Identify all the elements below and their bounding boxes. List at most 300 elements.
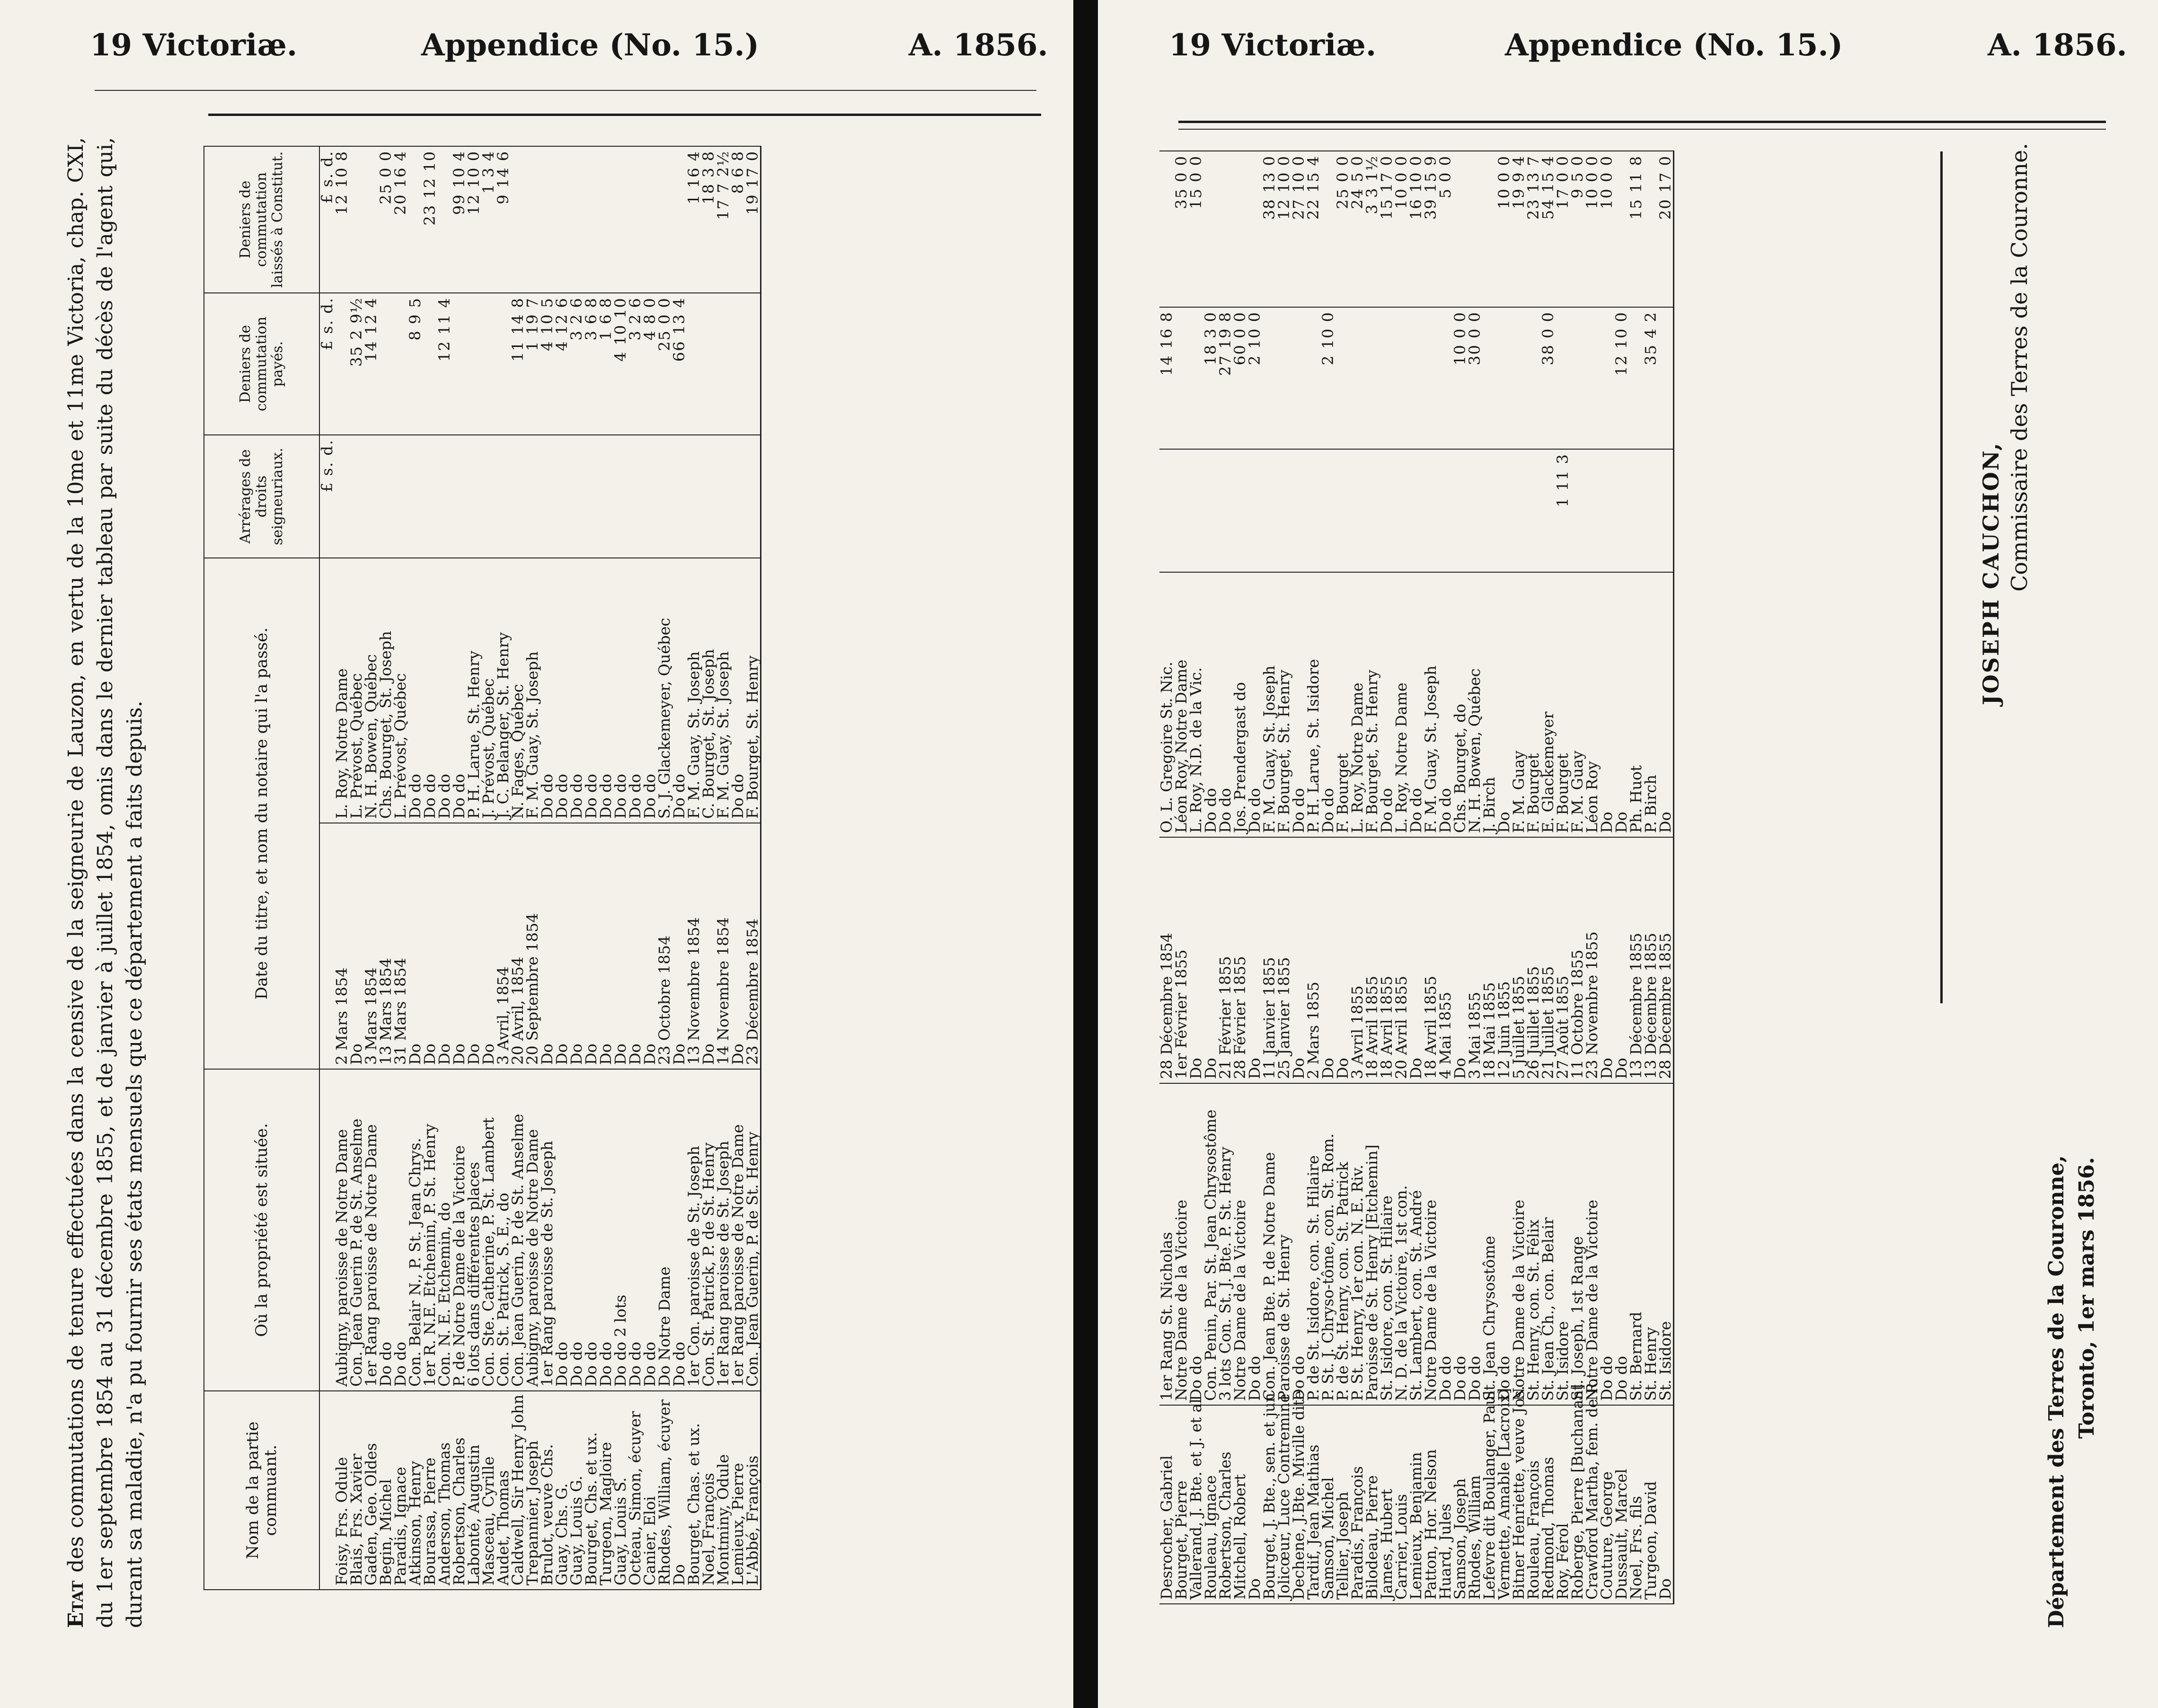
cell-location: P. St. Henry, 1er con. N. E. Riv. xyxy=(1350,1083,1365,1405)
cell-left-constitut: 23 12 10 xyxy=(423,146,437,293)
cell-arrears xyxy=(540,435,555,558)
cell-name: L'Abbé, François xyxy=(745,1391,761,1590)
right-rotated-table xyxy=(1159,137,1926,1604)
cell-name: Noel, Frs. fils xyxy=(1629,1405,1644,1604)
cell-location: Con. St. Patrick, S. E., do xyxy=(496,1069,511,1391)
cell-date: Do xyxy=(584,823,599,1069)
cell-arrears xyxy=(1409,449,1424,572)
cell-arrears xyxy=(1585,449,1600,572)
cell-date: Do xyxy=(408,823,423,1069)
cell-name: Bitner Henriette, veuve Jos. xyxy=(1512,1405,1526,1604)
cell-notary: S. J. Glackemeyer, Québec xyxy=(657,558,672,823)
cell-arrears xyxy=(1159,449,1174,572)
cell-paid: 27 19 8 xyxy=(1218,307,1233,449)
cell-date: 28 Décembre 1855 xyxy=(1658,837,1674,1083)
cell-date: 26 Juillet 1855 xyxy=(1526,837,1541,1083)
cell-notary: Do do xyxy=(584,558,599,823)
right-header-rule xyxy=(1178,121,2106,123)
cell-left-constitut: 27 10 0 xyxy=(1291,151,1306,307)
cell-paid: 18 3 0 xyxy=(1203,307,1218,449)
cell-arrears xyxy=(1203,449,1218,572)
col-left-header: Deniers de commutation laissés à Constitut. xyxy=(204,146,319,293)
cell-arrears xyxy=(613,435,628,558)
cell-name: Labonté, Augustin xyxy=(467,1391,481,1590)
cell-notary: L. Roy, Notre Dame xyxy=(1394,572,1409,837)
cell-date: 18 Avril 1855 xyxy=(1380,837,1394,1083)
cell-arrears xyxy=(1424,449,1438,572)
cell-arrears xyxy=(584,435,599,558)
cell-location: Do do xyxy=(1497,1083,1512,1405)
cell-date: 3 Avril 1855 xyxy=(1350,837,1365,1083)
cell-notary: Do do xyxy=(569,558,584,823)
cell-location: Do do xyxy=(643,1069,657,1391)
footer-place-date: Toronto, 1er mars 1856. xyxy=(2075,1157,2099,1439)
cell-paid xyxy=(1556,307,1570,449)
cell-notary: Do xyxy=(1600,572,1614,837)
cell-notary: N. Fages, Québec xyxy=(511,558,525,823)
cell-name: Audet, Thomas xyxy=(496,1391,511,1590)
cell-notary: F. Bourget xyxy=(1526,572,1541,837)
cell-location: Do do xyxy=(1438,1083,1453,1405)
cell-notary: P. H. Larue, St. Isidore xyxy=(1306,572,1321,837)
cell-paid: 4 10 5 xyxy=(540,293,555,435)
cell-location: Con. Ste. Catherine, P. St. Lambert xyxy=(481,1069,496,1391)
cell-paid xyxy=(1497,307,1512,449)
cell-name: Carrier, Louis xyxy=(1394,1405,1409,1604)
cell-notary: Ph. Huot xyxy=(1629,572,1644,837)
cell-location: Do do xyxy=(584,1069,599,1391)
cell-arrears xyxy=(687,435,701,558)
cell-paid: 4 10 10 xyxy=(613,293,628,435)
cell-location: 1er Con. paroisse de St. Joseph xyxy=(687,1069,701,1391)
cell-arrears xyxy=(437,435,452,558)
cell-location: Notre Dame de la Victoire xyxy=(1512,1083,1526,1405)
cell-name: Do xyxy=(1658,1405,1674,1604)
cell-name: Jolicœur, Luce Contremine xyxy=(1277,1405,1291,1604)
cell-paid: 14 16 8 xyxy=(1159,307,1174,449)
cell-notary: J. C. Belanger, St. Henry xyxy=(496,558,511,823)
cell-date: Do xyxy=(1203,837,1218,1083)
cell-name: Noel, François xyxy=(701,1391,716,1590)
cell-notary: Chs. Bourget, do xyxy=(1453,572,1468,837)
cell-notary: Do do xyxy=(555,558,569,823)
cell-location: St. Joseph, 1st Range xyxy=(1570,1083,1585,1405)
cell-name: Rouleau, Ignace xyxy=(1203,1405,1218,1604)
cell-arrears xyxy=(1614,449,1629,572)
cell-location: Do do xyxy=(672,1069,687,1391)
cell-notary: C. Bourget, St. Joseph xyxy=(701,558,716,823)
cell-notary: L. Roy, Notre Dame xyxy=(335,558,349,823)
cell-location: Notre Dame de la Victoire xyxy=(1233,1083,1247,1405)
intro-paragraph xyxy=(62,137,150,1628)
cell-date: Do xyxy=(1321,837,1335,1083)
cell-paid: 60 0 0 xyxy=(1233,307,1247,449)
cell-notary: F. M. Guay, St. Joseph xyxy=(687,558,701,823)
cell-notary: Do do xyxy=(599,558,613,823)
cell-left-constitut: 18 3 8 xyxy=(701,146,716,293)
cell-name: Bourget, J. Bte., sen. et jun xyxy=(1262,1405,1277,1604)
cell-date: 20 Septembre 1854 xyxy=(525,823,540,1069)
cell-arrears xyxy=(599,435,613,558)
cell-name: Bourget, Pierre xyxy=(1174,1405,1189,1604)
cell-paid xyxy=(481,293,496,435)
cell-date: Do xyxy=(437,823,452,1069)
right-header-appendix: Appendice (No. 15.) xyxy=(1505,27,1843,63)
cell-left-constitut: 23 13 7 xyxy=(1526,151,1541,307)
cell-notary: F. M. Guay xyxy=(1570,572,1585,837)
cell-name: Bourget, Chs. et ux. xyxy=(584,1391,599,1590)
cell-paid xyxy=(1512,307,1526,449)
cell-location: Notre Dame de la Victoire xyxy=(1174,1083,1189,1405)
cell-location: Do do xyxy=(555,1069,569,1391)
cell-name: Anderson, Thomas xyxy=(437,1391,452,1590)
cell-notary: L. Prévost, Québec xyxy=(393,558,408,823)
cell-location: Do do xyxy=(1468,1083,1482,1405)
cell-name: Masceau, Cyrille xyxy=(481,1391,496,1590)
units-arrears: £ s. d. xyxy=(319,435,335,558)
cell-arrears xyxy=(1526,449,1541,572)
cell-paid xyxy=(1658,307,1674,449)
cell-location: Con. Jean Guerin, P. de St. Anselme xyxy=(511,1069,525,1391)
cell-left-constitut xyxy=(1453,151,1468,307)
cell-arrears xyxy=(1394,449,1409,572)
cell-date: Do xyxy=(349,823,364,1069)
cell-left-constitut: 10 0 0 xyxy=(1600,151,1614,307)
cell-name: Atkinson, Henry xyxy=(408,1391,423,1590)
cell-location: Do do xyxy=(1600,1083,1614,1405)
cell-left-constitut xyxy=(613,146,628,293)
cell-arrears xyxy=(1277,449,1291,572)
units-paid: £ s. d. xyxy=(319,293,335,435)
left-header-session: 19 Victoriæ. xyxy=(90,27,298,63)
cell-left-constitut xyxy=(643,146,657,293)
units-left: £ s. d. xyxy=(319,146,335,293)
left-page xyxy=(0,0,1073,1708)
cell-name: Rhodes, William, écuyer xyxy=(657,1391,672,1590)
cell-left-constitut: 10 0 0 xyxy=(1497,151,1512,307)
cell-left-constitut: 3 3 1½ xyxy=(1365,151,1380,307)
cell-paid xyxy=(1585,307,1600,449)
cell-left-constitut xyxy=(584,146,599,293)
cell-arrears xyxy=(349,435,364,558)
cell-date: 18 Avril 1855 xyxy=(1424,837,1438,1083)
cell-arrears xyxy=(1247,449,1262,572)
left-rotated-content xyxy=(62,137,1036,1628)
cell-notary: F. M. Guay, St. Joseph xyxy=(1262,572,1277,837)
cell-left-constitut: 20 16 4 xyxy=(393,146,408,293)
cell-left-constitut: 22 15 4 xyxy=(1306,151,1321,307)
cell-arrears xyxy=(1438,449,1453,572)
cell-notary: J. Prévost, Québec xyxy=(481,558,496,823)
right-header-session: 19 Victoriæ. xyxy=(1169,27,1377,63)
cell-date: Do xyxy=(701,823,716,1069)
cell-paid xyxy=(1380,307,1394,449)
cell-name: Tardif, Jean Mathias xyxy=(1306,1405,1321,1604)
cell-notary: F. M. Guay xyxy=(1512,572,1526,837)
cell-arrears xyxy=(1600,449,1614,572)
cell-notary: Do do xyxy=(408,558,423,823)
cell-notary: Do do xyxy=(1247,572,1262,837)
cell-left-constitut: 24 5 0 xyxy=(1350,151,1365,307)
cell-location: Paroisse de St. Henry xyxy=(1277,1083,1291,1405)
cell-arrears xyxy=(1629,449,1644,572)
cell-notary: Do do xyxy=(452,558,467,823)
cell-arrears xyxy=(1306,449,1321,572)
cell-arrears xyxy=(1321,449,1335,572)
cell-left-constitut: 17 7 2½ xyxy=(716,146,731,293)
cell-location: Do do xyxy=(1614,1083,1629,1405)
cell-location: Paroisse de St. Henry [Etchemin] xyxy=(1365,1083,1380,1405)
cell-paid xyxy=(745,293,761,435)
cell-name: Trepannier, Joseph xyxy=(525,1391,540,1590)
cell-location: Con. N. E. Etchemin, do xyxy=(437,1069,452,1391)
cell-location: Do do xyxy=(1291,1083,1306,1405)
cell-name: Blais, Frs. Xavier xyxy=(349,1391,364,1590)
cell-arrears xyxy=(1291,449,1306,572)
cell-notary: N. H. Bowen, Québec xyxy=(364,558,379,823)
cell-arrears xyxy=(1570,449,1585,572)
cell-name: Lemieux, Pierre xyxy=(731,1391,745,1590)
cell-left-constitut xyxy=(657,146,672,293)
cell-notary: Do do xyxy=(613,558,628,823)
cell-arrears xyxy=(1262,449,1277,572)
cell-left-constitut xyxy=(569,146,584,293)
cell-paid xyxy=(379,293,393,435)
cell-left-constitut: 16 10 0 xyxy=(1409,151,1424,307)
cell-paid: 38 0 0 xyxy=(1541,307,1556,449)
commutation-table-right xyxy=(1159,150,1674,1604)
cell-arrears xyxy=(423,435,437,558)
cell-arrears xyxy=(569,435,584,558)
cell-notary: Jos. Prendergast do xyxy=(1233,572,1247,837)
cell-date: Do xyxy=(540,823,555,1069)
cell-location: St. Isidore xyxy=(1556,1083,1570,1405)
cell-arrears: 1 11 3 xyxy=(1556,449,1570,572)
cell-location: P. St. J. Chryso-tôme, con. St. Rom. xyxy=(1321,1083,1335,1405)
cell-date: Do xyxy=(1453,837,1468,1083)
cell-location: 6 lots dans différentes places xyxy=(467,1069,481,1391)
cell-notary: Do do xyxy=(437,558,452,823)
cell-notary: Do do xyxy=(643,558,657,823)
cell-arrears xyxy=(408,435,423,558)
cell-left-constitut: 1 16 4 xyxy=(687,146,701,293)
cell-paid xyxy=(1365,307,1380,449)
cell-location: 1er Rang paroisse de St. Joseph xyxy=(540,1069,555,1391)
cell-location: Do do xyxy=(599,1069,613,1391)
cell-name: Guay, Chs. G. xyxy=(555,1391,569,1590)
cell-arrears xyxy=(701,435,716,558)
cell-location: Do do xyxy=(628,1069,643,1391)
cell-left-constitut: 25 0 0 xyxy=(379,146,393,293)
cell-paid xyxy=(687,293,701,435)
cell-notary: Do xyxy=(1614,572,1629,837)
cell-arrears xyxy=(1380,449,1394,572)
cell-location: Con. Jean Guerin P. de St. Anselme xyxy=(349,1069,364,1391)
cell-notary: Do xyxy=(1497,572,1512,837)
cell-date: Do xyxy=(1189,837,1203,1083)
cell-arrears xyxy=(1497,449,1512,572)
cell-name: Bourassa, Pierre xyxy=(423,1391,437,1590)
cell-location: 1er Rang St. Nicholas xyxy=(1159,1083,1174,1405)
cell-arrears xyxy=(1189,449,1203,572)
cell-name: Huard, Jules xyxy=(1438,1405,1453,1604)
cell-notary: Do do xyxy=(423,558,437,823)
cell-paid xyxy=(1424,307,1438,449)
cell-location: Do do xyxy=(569,1069,584,1391)
cell-date: 13 Novembre 1854 xyxy=(687,823,701,1069)
cell-left-constitut xyxy=(349,146,364,293)
cell-arrears xyxy=(1468,449,1482,572)
cell-name: Redmond, Thomas xyxy=(1541,1405,1556,1604)
cell-arrears xyxy=(716,435,731,558)
cell-left-constitut xyxy=(1468,151,1482,307)
intro-lead: Etat xyxy=(64,1580,88,1628)
cell-notary: Do xyxy=(1658,572,1674,837)
cell-left-constitut xyxy=(540,146,555,293)
right-header-rule-2 xyxy=(1178,129,2106,130)
footer-department: Département des Terres de la Couronne, xyxy=(2044,1155,2069,1628)
cell-date: 21 Février 1855 xyxy=(1218,837,1233,1083)
cell-notary: P. H. Larue, St. Henry xyxy=(467,558,481,823)
cell-paid xyxy=(701,293,716,435)
cell-left-constitut: 1 3 4 xyxy=(481,146,496,293)
cell-arrears xyxy=(379,435,393,558)
cell-arrears xyxy=(1482,449,1497,572)
cell-location: St. Isidore, con. St. Hilaire xyxy=(1380,1083,1394,1405)
cell-left-constitut: 19 9 4 xyxy=(1512,151,1526,307)
cell-name: Bilodeau, Pierre xyxy=(1365,1405,1380,1604)
cell-left-constitut: 17 0 0 xyxy=(1556,151,1570,307)
cell-notary: Do do xyxy=(1438,572,1453,837)
cell-location: Do do xyxy=(393,1069,408,1391)
cell-location: Do do xyxy=(1453,1083,1468,1405)
cell-date: Do xyxy=(731,823,745,1069)
cell-notary: Do do xyxy=(1291,572,1306,837)
cell-notary: L. Roy, N.D. de la Vic. xyxy=(1189,572,1203,837)
cell-date: 23 Décembre 1854 xyxy=(745,823,761,1069)
cell-location: Aubigny, paroisse de Notre Dame xyxy=(525,1069,540,1391)
cell-arrears xyxy=(1365,449,1380,572)
cell-name: Guay, Louis G. xyxy=(569,1391,584,1590)
cell-paid: 14 12 4 xyxy=(364,293,379,435)
cell-name: Begin, Michel xyxy=(379,1391,393,1590)
cell-left-constitut: 15 0 0 xyxy=(1189,151,1203,307)
right-page xyxy=(1098,0,2158,1708)
cell-paid: 3 2 6 xyxy=(628,293,643,435)
cell-notary: F. Bourget, St. Henry xyxy=(1365,572,1380,837)
cell-date: Do xyxy=(1247,837,1262,1083)
cell-notary: Chs. Bourget, St. Joseph xyxy=(379,558,393,823)
cell-location: Con. St. Patrick, P. de St. Henry xyxy=(701,1069,716,1391)
cell-location: P. de Notre Dame de la Victoire xyxy=(452,1069,467,1391)
cell-notary: F. Bourget, St. Henry xyxy=(745,558,761,823)
cell-location: St. Henry, con. St. Félix xyxy=(1526,1083,1541,1405)
cell-date: 18 Mai 1855 xyxy=(1482,837,1497,1083)
cell-paid xyxy=(731,293,745,435)
cell-arrears xyxy=(335,435,349,558)
cell-notary: Do do xyxy=(628,558,643,823)
cell-left-constitut xyxy=(525,146,540,293)
cell-name: James, Hubert xyxy=(1380,1405,1394,1604)
cell-date: 31 Mars 1854 xyxy=(393,823,408,1069)
cell-location: St. Jean Ch., con. Belair xyxy=(1541,1083,1556,1405)
cell-date: 3 Avril, 1854 xyxy=(496,823,511,1069)
cell-notary: F. M. Guay, St. Joseph xyxy=(525,558,540,823)
page-gutter xyxy=(1073,0,1098,1708)
cell-paid: 30 0 0 xyxy=(1468,307,1482,449)
cell-name: Do xyxy=(672,1391,687,1590)
cell-arrears xyxy=(1350,449,1365,572)
cell-location: St. Jean Chrysostôme xyxy=(1482,1083,1497,1405)
cell-left-constitut: 15 17 0 xyxy=(1380,151,1394,307)
cell-paid: 4 8 0 xyxy=(643,293,657,435)
cell-paid xyxy=(1350,307,1365,449)
cell-paid xyxy=(1174,307,1189,449)
cell-date: 11 Octobre 1855 xyxy=(1570,837,1585,1083)
cell-date: 20 Avril, 1854 xyxy=(511,823,525,1069)
cell-notary: N. H. Bowen, Québec xyxy=(1468,572,1482,837)
cell-arrears xyxy=(452,435,467,558)
cell-notary: L. Prévost, Québec xyxy=(349,558,364,823)
cell-name: Octeau, Simon, écuyer xyxy=(628,1391,643,1590)
cell-date: 2 Mars 1854 xyxy=(335,823,349,1069)
cell-left-constitut: 39 15 9 xyxy=(1424,151,1438,307)
cell-notary: Léon Roy, Notre Dame xyxy=(1174,572,1189,837)
cell-arrears xyxy=(731,435,745,558)
cell-arrears xyxy=(657,435,672,558)
cell-notary: J. Birch xyxy=(1482,572,1497,837)
cell-date: 18 Avril 1855 xyxy=(1365,837,1380,1083)
cell-notary: P. Birch xyxy=(1644,572,1658,837)
cell-arrears xyxy=(364,435,379,558)
cell-name: Vallerand, J. Bte. et J. et al xyxy=(1189,1405,1203,1604)
signature-title: Commissaire des Terres de la Couronne. xyxy=(2007,142,2032,592)
cell-paid xyxy=(1394,307,1409,449)
cell-arrears xyxy=(1644,449,1658,572)
cell-date: Do xyxy=(1409,837,1424,1083)
cell-name: Crawford Martha, fem. de R. xyxy=(1585,1405,1600,1604)
cell-date: Do xyxy=(1614,837,1629,1083)
left-header-appendix: Appendice (No. 15.) xyxy=(421,27,759,63)
cell-left-constitut: 15 11 8 xyxy=(1629,151,1644,307)
cell-paid: 2 10 0 xyxy=(1321,307,1335,449)
cell-notary: F. M. Guay, St. Joseph xyxy=(716,558,731,823)
cell-paid xyxy=(1482,307,1497,449)
cell-paid xyxy=(1570,307,1585,449)
cell-arrears xyxy=(511,435,525,558)
cell-paid xyxy=(1291,307,1306,449)
cell-name: Dechene, J.Bte. Miville dite xyxy=(1291,1405,1306,1604)
cell-left-constitut: 12 10 0 xyxy=(1277,151,1291,307)
cell-name: Brulot, veuve Chs. xyxy=(540,1391,555,1590)
cell-arrears xyxy=(1512,449,1526,572)
cell-arrears xyxy=(1174,449,1189,572)
cell-location: St. Henry xyxy=(1644,1083,1658,1405)
cell-notary: Do do xyxy=(1203,572,1218,837)
cell-name: Bourget, Chas. et ux. xyxy=(687,1391,701,1590)
cell-arrears xyxy=(555,435,569,558)
intro-text: des commutations de tenure effectuées dans la censive de la seigneurie de Lauzon, en vertu de la 10me et 11me Victoria, chap. CXI, du 1er septembre 1854 au 31 décembre 1855, et de janvier à juillet 1854, omis dans le dernier tableau par suite du décès de l'agent qui, durant sa maladie, n'a pu fournir ses états mensuels que ce département a faits depuis. xyxy=(64,137,147,1628)
cell-arrears xyxy=(1658,449,1674,572)
cell-arrears xyxy=(467,435,481,558)
cell-paid: 8 9 5 xyxy=(408,293,423,435)
cell-location: Do do xyxy=(1247,1083,1262,1405)
cell-arrears xyxy=(672,435,687,558)
cell-left-constitut: 8 6 8 xyxy=(731,146,745,293)
table-row xyxy=(1658,151,1674,1604)
cell-name: Roy, Férol xyxy=(1556,1405,1570,1604)
cell-paid xyxy=(452,293,467,435)
